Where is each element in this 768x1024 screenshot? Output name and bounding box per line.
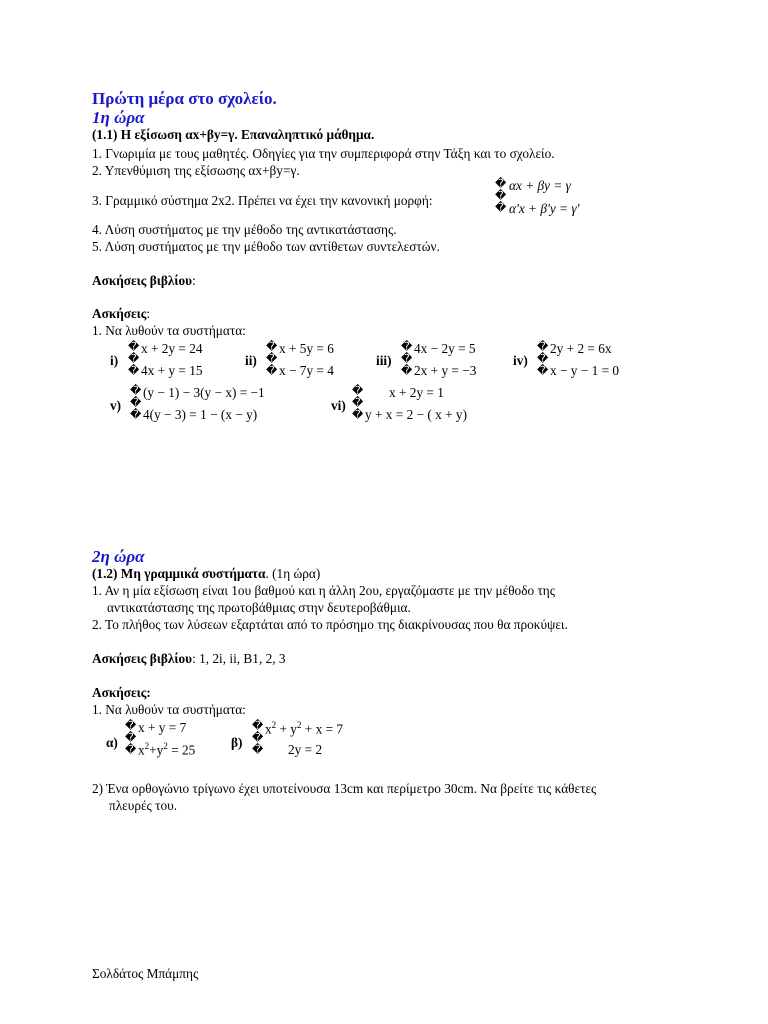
brace-glyph: � (495, 189, 507, 202)
eq-exponent: 2 (144, 741, 150, 751)
brace-glyph: � (128, 364, 140, 377)
hour2-exercise1-intro: 1. Να λυθούν τα συστήματα: (92, 702, 246, 717)
system-alpha-eq1: x + y = 7 (138, 720, 187, 735)
exercises-label: Ασκήσεις (92, 306, 147, 321)
hour2-book-exercises-label: Ασκήσεις βιβλίου (92, 651, 193, 666)
system-iv-label: iv) (513, 353, 528, 368)
system-iii-eq1: 4x − 2y = 5 (414, 341, 476, 356)
canonical-eq2: α'x + β'y = γ' (509, 201, 580, 216)
exercises-colon: : (146, 306, 151, 321)
system-v-eq1: (y − 1) − 3(y − x) = −1 (143, 385, 265, 400)
hour2-book-exercises-list: : 1, 2i, ii, B1, 2, 3 (192, 651, 286, 666)
brace-glyph: � (537, 340, 549, 353)
system-v-eq2: 4(y − 3) = 1 − (x − y) (143, 407, 258, 422)
brace-glyph: � (252, 743, 264, 756)
eq-term: = 25 (167, 742, 196, 758)
eq-term: +y (149, 742, 164, 758)
brace-glyph: � (352, 384, 364, 397)
hour1-item-4: 4. Λύση συστήματος με την μέθοδο της αντικατάστασης. (92, 222, 397, 237)
hour2-subheading-title: (1.2) Μη γραμμικά συστήματα (92, 566, 266, 581)
brace-glyph: � (401, 364, 413, 377)
brace-glyph: � (495, 201, 507, 214)
book-exercises-line (92, 273, 196, 289)
eq-term: x (138, 742, 145, 758)
eq-exponent: 2 (296, 720, 302, 730)
system-i-eq2: 4x + y = 15 (141, 363, 203, 378)
brace-glyph: � (252, 731, 264, 744)
brace-glyph: � (130, 408, 142, 421)
system-v-label: v) (110, 398, 122, 413)
eq-term: + y (276, 721, 297, 737)
eq-exponent: 2 (163, 741, 168, 751)
system-beta-eq2: 2y = 2 (288, 742, 323, 757)
brace-glyph: � (125, 719, 137, 732)
eq-term: + x = 7 (301, 721, 344, 737)
hour2-book-exercises (92, 651, 286, 667)
system-alpha-label: α) (106, 735, 118, 750)
exercises-line (92, 306, 150, 322)
system-ii-eq1: x + 5y = 6 (279, 341, 334, 356)
hour2-exercises-label: Ασκήσεις: (92, 685, 151, 700)
brace-glyph: � (537, 352, 549, 365)
brace-glyph: � (252, 719, 264, 732)
hour2-item-2: 2. Το πλήθος των λύσεων εξαρτάται από το πρόσημο της διακρίνουσας που θα προκύψει. (92, 617, 568, 632)
eq-exponent: 2 (271, 720, 277, 730)
brace-glyph: � (537, 364, 549, 377)
hour1-heading: 1η ώρα (92, 108, 145, 127)
footer-author: Σολδάτος Μπάμπης (92, 966, 199, 981)
system-vi-label: vi) (331, 398, 346, 413)
problem-2-line1: 2) Ένα ορθογώνιο τρίγωνο έχει υποτείνουσα 13cm και περίμετρο 30cm. Να βρείτε τις κάθετες (92, 781, 597, 796)
canonical-eq1: αx + βy = γ (509, 178, 571, 193)
brace-glyph: � (128, 352, 140, 365)
problem-2-line2: πλευρές του. (109, 798, 178, 813)
brace-glyph: � (401, 352, 413, 365)
brace-glyph: � (352, 408, 364, 421)
brace-glyph: � (130, 384, 142, 397)
book-exercises-colon: : (192, 273, 196, 288)
brace-glyph: � (125, 731, 137, 744)
page-title: Πρώτη μέρα στο σχολείο. (92, 89, 277, 108)
brace-glyph: � (495, 177, 507, 190)
hour2-item-1-line1: 1. Αν η μία εξίσωση είναι 1ου βαθμού και η άλλη 2ου, εργαζόμαστε με την μέθοδο της (92, 583, 556, 598)
system-iii-eq2: 2x + y = −3 (414, 363, 477, 378)
brace-glyph: � (401, 340, 413, 353)
book-exercises-label: Ασκήσεις βιβλίου (92, 273, 193, 288)
system-vi-eq1: x + 2y = 1 (389, 385, 444, 400)
system-i-label: i) (110, 353, 119, 368)
system-ii-label: ii) (245, 353, 257, 368)
eq-term: x (265, 721, 272, 737)
system-iii-label: iii) (376, 353, 392, 368)
hour2-subheading (92, 566, 320, 582)
system-i-eq1: x + 2y = 24 (141, 341, 203, 356)
system-beta-label: β) (231, 735, 243, 750)
hour1-subheading: (1.1) Η εξίσωση αx+βy=γ. Επαναληπτικό μάθημα. (92, 127, 375, 142)
system-iv-eq2: x − y − 1 = 0 (550, 363, 620, 378)
hour1-item-3: 3. Γραμμικό σύστημα 2x2. Πρέπει να έχει την κανονική μορφή: (92, 193, 433, 208)
brace-glyph: � (266, 340, 278, 353)
system-vi-eq2: y + x = 2 − ( x + y) (365, 407, 468, 422)
system-alpha-eq2 (138, 741, 195, 758)
hour2-heading: 2η ώρα (92, 547, 145, 566)
system-iv-eq1: 2y + 2 = 6x (550, 341, 612, 356)
brace-glyph: � (125, 743, 137, 756)
brace-glyph: � (130, 396, 142, 409)
brace-glyph: � (128, 340, 140, 353)
brace-glyph: � (352, 396, 364, 409)
system-beta-eq1 (265, 720, 343, 737)
brace-glyph: � (266, 364, 278, 377)
hour2-subheading-note: . (1η ώρα) (265, 566, 321, 581)
hour2-item-1-line2: αντικατάστασης της πρωτοβάθμιας στην δευτεροβάθμια. (107, 600, 411, 615)
hour1-item-5: 5. Λύση συστήματος με την μέθοδο των αντίθετων συντελεστών. (92, 239, 440, 254)
brace-glyph: � (266, 352, 278, 365)
hour1-item-1: 1. Γνωριμία με τους μαθητές. Οδηγίες για την συμπεριφορά στην Τάξη και το σχολείο. (92, 146, 555, 161)
hour1-item-2: 2. Υπενθύμιση της εξίσωσης αx+βy=γ. (92, 163, 300, 178)
system-ii-eq2: x − 7y = 4 (279, 363, 334, 378)
exercise1-intro: 1. Να λυθούν τα συστήματα: (92, 323, 246, 338)
